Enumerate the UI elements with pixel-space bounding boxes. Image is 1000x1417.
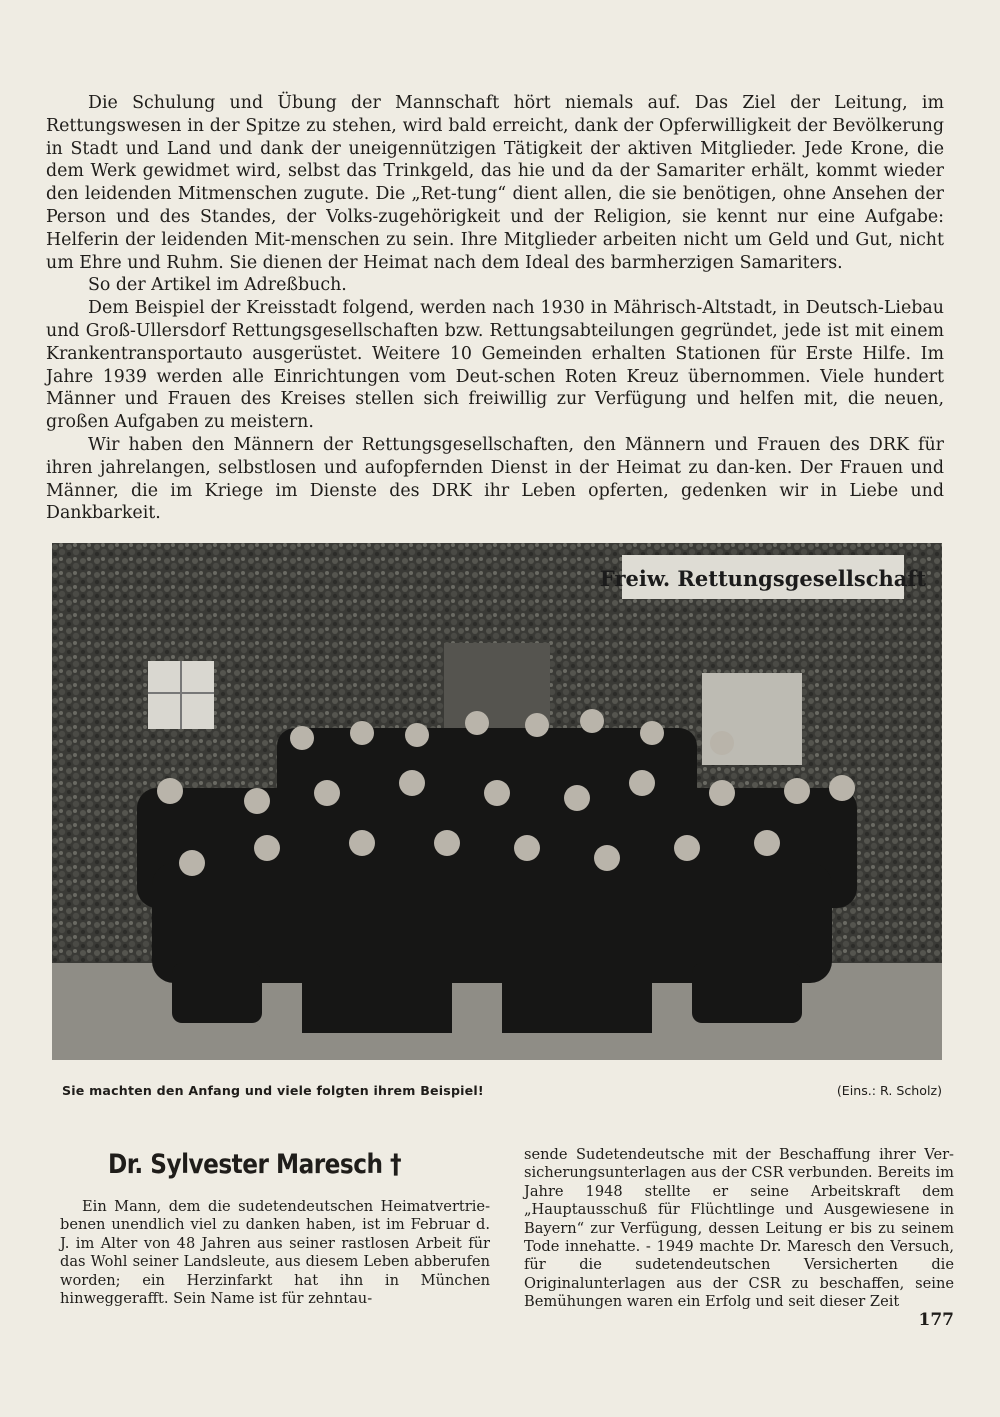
- sign-text: Freiw. Rettungsgesellschaft: [599, 566, 927, 591]
- article-text: Ein Mann, dem die sudetendeutschen Heimatvertrie-benen unendlich viel zu danken haben, ist im Februar d. J. im Alter von 48 Jahren aus seiner rastlosen Arbeit für das Wohl seiner Landsleute, aus diesem Leben abberufen worden; ein Herzinfarkt hat ihn in München hinweggerafft. Sein Name ist für zehntau-: [60, 1198, 490, 1308]
- article-column-left: [60, 1198, 490, 1308]
- article-column-right: [524, 1146, 954, 1312]
- intro-paragraph: Die Schulung und Übung der Mannschaft hört niemals auf. Das Ziel der Leitung, im Rettungswesen in der Spitze zu stehen, wird bald erreicht, dank der Opferwilligkeit der Bevölkerung in Stadt und Land und dank der uneigennützigen Tätigkeit der aktiven Mitglieder. Jede Krone, die dem Werk gewidmet wird, selbst das Trinkgeld, das hie und da der Samariter erhält, kommt wieder den leidenden Mitmenschen zugute. Die „Ret-tung“ dient allen, die sie benötigen, ohne Ansehen der Person und des Standes, der Volks-zugehörigkeit und der Religion, sie kennt nur eine Aufgabe: Helferin der leidenden Mit-menschen zu sein. Ihre Mitglieder arbeiten nicht um Geld und Gut, nicht um Ehre und Ruhm. Sie dienen der Heimat nach dem Ideal des barmherzigen Samariters.: [46, 93, 944, 273]
- intro-text-block: [46, 92, 944, 525]
- intro-paragraph: Dem Beispiel der Kreisstadt folgend, werden nach 1930 in Mährisch-Altstadt, in Deutsch-Liebau und Groß-Ullersdorf Rettungsgesellschaften bzw. Rettungsabteilungen gegründet, jede ist mit einem Krankentransportauto ausgerüstet. Weitere 10 Gemeinden erhalten Stationen für Erste Hilfe. Im Jahre 1939 werden alle Einrichtungen vom Deut-schen Roten Kreuz übernommen. Viele hundert Männer und Frauen des Kreises stellen sich freiwillig zur Verfügung und helfen mit, die neuen, großen Aufgaben zu meistern.: [46, 298, 944, 433]
- intro-paragraph: Wir haben den Männern der Rettungsgesellschaften, den Männern und Frauen des DRK für ihren jahrelangen, selbstlosen und aufopfernden Dienst in der Heimat zu dan-ken. Der Frauen und Männer, die im Kriege im Dienste des DRK ihr Leben opferten, gedenken wir in Liebe und Dankbarkeit.: [46, 434, 944, 524]
- photo-credit: (Eins.: R. Scholz): [836, 1083, 942, 1098]
- article-title: Dr. Sylvester Maresch †: [108, 1149, 402, 1180]
- group-photo-image: [52, 543, 942, 1060]
- photo-caption: Sie machten den Anfang und viele folgten ihrem Beispiel!: [62, 1083, 484, 1098]
- page-number: 177: [918, 1310, 954, 1330]
- article-text: sende Sudetendeutsche mit der Beschaffung ihrer Ver-sicherungsunterlagen aus der CSR verbunden. Bereits im Jahre 1948 stellte er seine Arbeitskraft dem „Hauptausschuß für Flüchtlinge und Ausgewiesene in Bayern“ zur Verfügung, dessen Leitung er bis zu seinem Tode innehatte. - 1949 machte Dr. Maresch den Versuch, für die sudetendeutschen Versicherten die Originalunterlagen aus der CSR zu beschaffen, seine Bemühungen waren ein Erfolg und seit dieser Zeit: [524, 1146, 954, 1311]
- intro-paragraph: So der Artikel im Adreßbuch.: [88, 275, 347, 296]
- group-photo: [52, 543, 942, 1060]
